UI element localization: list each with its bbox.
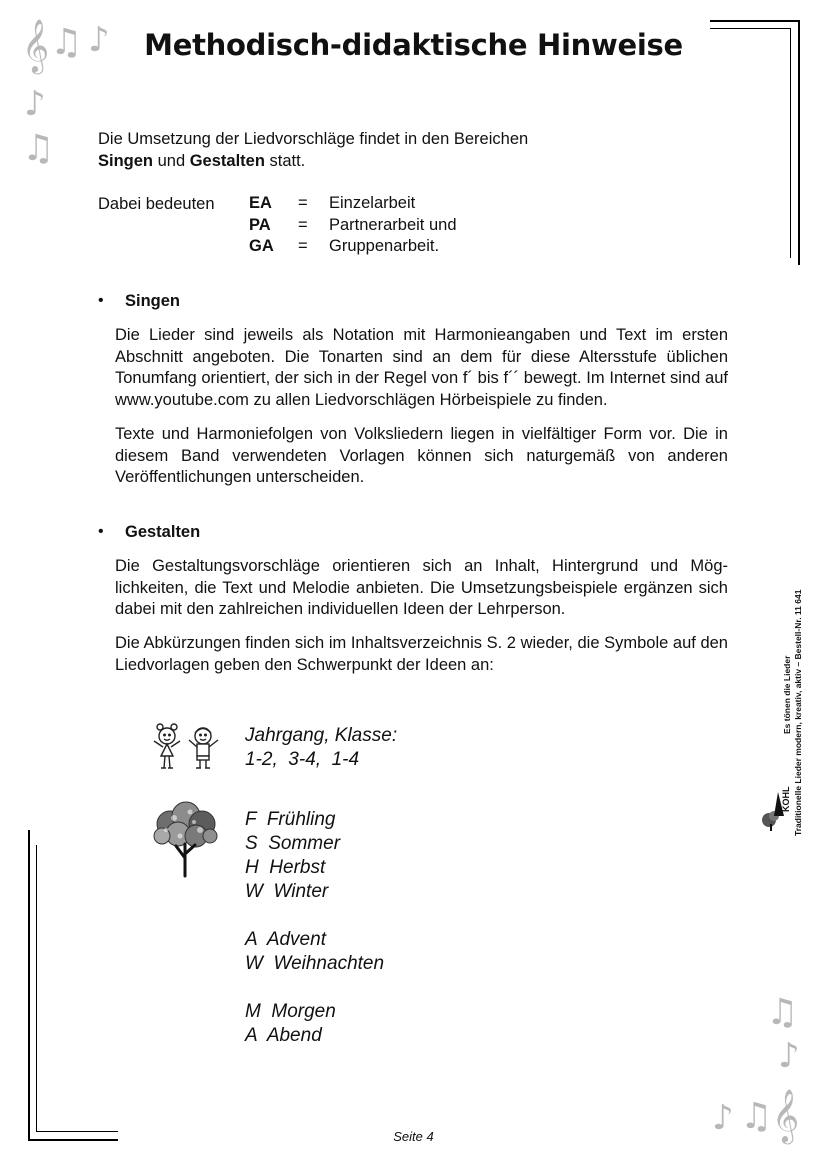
frame-bottom-left-inner-vertical bbox=[36, 845, 37, 1132]
music-note-icon: ♪ bbox=[88, 20, 110, 60]
section-heading-singen: Singen bbox=[125, 292, 181, 310]
legend-season: M Morgen bbox=[245, 1001, 336, 1022]
music-note-icon: ♪ bbox=[712, 1098, 734, 1138]
intro-und: und bbox=[153, 152, 190, 170]
legend-season: W Winter bbox=[245, 881, 329, 902]
frame-top-right-inner-vertical bbox=[790, 28, 791, 258]
singen-paragraph-1: Die Lieder sind jeweils als Notation mit Harmonieangaben und Text im ersten Abschnitt angeboten. Die Tonarten sind an dem für diese Altersstufe üblichen Tonumfang orientiert, der sich in der Regel von f´ bis f´´ bewegt. Im Internet sind auf www.youtube.com zu allen Liedvorschlägen Hörbeispiele zu finden. bbox=[115, 326, 728, 409]
intro-line-2 bbox=[98, 151, 305, 173]
music-note-icon: ♪ bbox=[778, 1036, 800, 1076]
children-icon bbox=[150, 722, 224, 774]
legend-season: W Weihnachten bbox=[245, 953, 385, 974]
abbr-text: Einzelarbeit bbox=[329, 194, 416, 212]
legend-kids-line-2: 1-2, 3-4, 1-4 bbox=[245, 749, 360, 770]
abbr-equals: = bbox=[298, 216, 308, 234]
side-subtitle: Traditionelle Lieder modern, kreativ, aktiv – Bestell-Nr. 11 641 bbox=[793, 589, 803, 836]
legend-season: H Herbst bbox=[245, 857, 326, 878]
beamed-notes-icon: ♫ bbox=[766, 992, 799, 1033]
frame-top-right-horizontal bbox=[710, 20, 800, 22]
tree-icon bbox=[150, 800, 220, 878]
legend-season: F Frühling bbox=[245, 809, 336, 830]
music-note-icon: ♪ bbox=[24, 84, 46, 124]
abbr-code: EA bbox=[249, 194, 272, 212]
page-title: Methodisch-didaktische Hinweise bbox=[144, 28, 683, 62]
bullet-icon: • bbox=[98, 292, 104, 309]
frame-bottom-left-vertical bbox=[28, 830, 30, 1141]
legend-season: A Abend bbox=[245, 1025, 322, 1046]
beamed-notes-icon: ♫ bbox=[740, 1096, 773, 1137]
abbr-text: Partnerarbeit und bbox=[329, 216, 457, 234]
abbr-code: GA bbox=[249, 237, 274, 255]
legend-season: A Advent bbox=[245, 929, 326, 950]
page-number: Seite 4 bbox=[393, 1129, 434, 1144]
gestalten-paragraph-1: Die Gestaltungsvorschläge orientieren sich an Inhalt, Hintergrund und Mög-lichkeiten, die Text und Melodie anbieten. Die Umsetzungsbeispiele ergänzen sich dabei mit den zahlreichen individuellen Ideen der Lehrperson. bbox=[115, 557, 728, 618]
abbr-code: PA bbox=[249, 216, 271, 234]
abbr-equals: = bbox=[298, 237, 308, 255]
beamed-notes-icon: ♫ bbox=[50, 22, 83, 63]
legend-kids-line-1: Jahrgang, Klasse: bbox=[245, 725, 398, 746]
abbr-equals: = bbox=[298, 194, 308, 212]
bullet-icon: • bbox=[98, 523, 104, 540]
abbr-text: Gruppenarbeit. bbox=[329, 237, 440, 255]
intro-line-1: Die Umsetzung der Liedvorschläge findet in den Bereichen bbox=[98, 130, 529, 148]
publisher-name: KOHL bbox=[781, 786, 791, 812]
beamed-notes-icon: ♫ bbox=[22, 128, 55, 169]
side-title: Es tönen die Lieder bbox=[782, 655, 792, 734]
treble-clef-icon: 𝄞 bbox=[22, 18, 50, 72]
singen-paragraph-2: Texte und Harmoniefolgen von Volksliedern liegen in vielfältiger Form vor. Die in diesem Band verwendeten Vorlagen können sich naturgemäß von anderen Veröffentlichungen unterscheiden. bbox=[115, 425, 728, 486]
intro-gestalten: Gestalten bbox=[189, 152, 265, 170]
treble-clef-icon: 𝄞 bbox=[772, 1088, 800, 1142]
dabei-label: Dabei bedeuten bbox=[98, 195, 215, 213]
section-heading-gestalten: Gestalten bbox=[125, 523, 201, 541]
intro-statt: statt. bbox=[264, 152, 306, 170]
legend-season: S Sommer bbox=[245, 833, 341, 854]
gestalten-paragraph-2: Die Abkürzungen finden sich im Inhaltsverzeichnis S. 2 wieder, die Symbole auf den Liedvorlagen geben den Schwerpunkt der Ideen an: bbox=[115, 634, 728, 674]
intro-singen: Singen bbox=[98, 152, 154, 170]
